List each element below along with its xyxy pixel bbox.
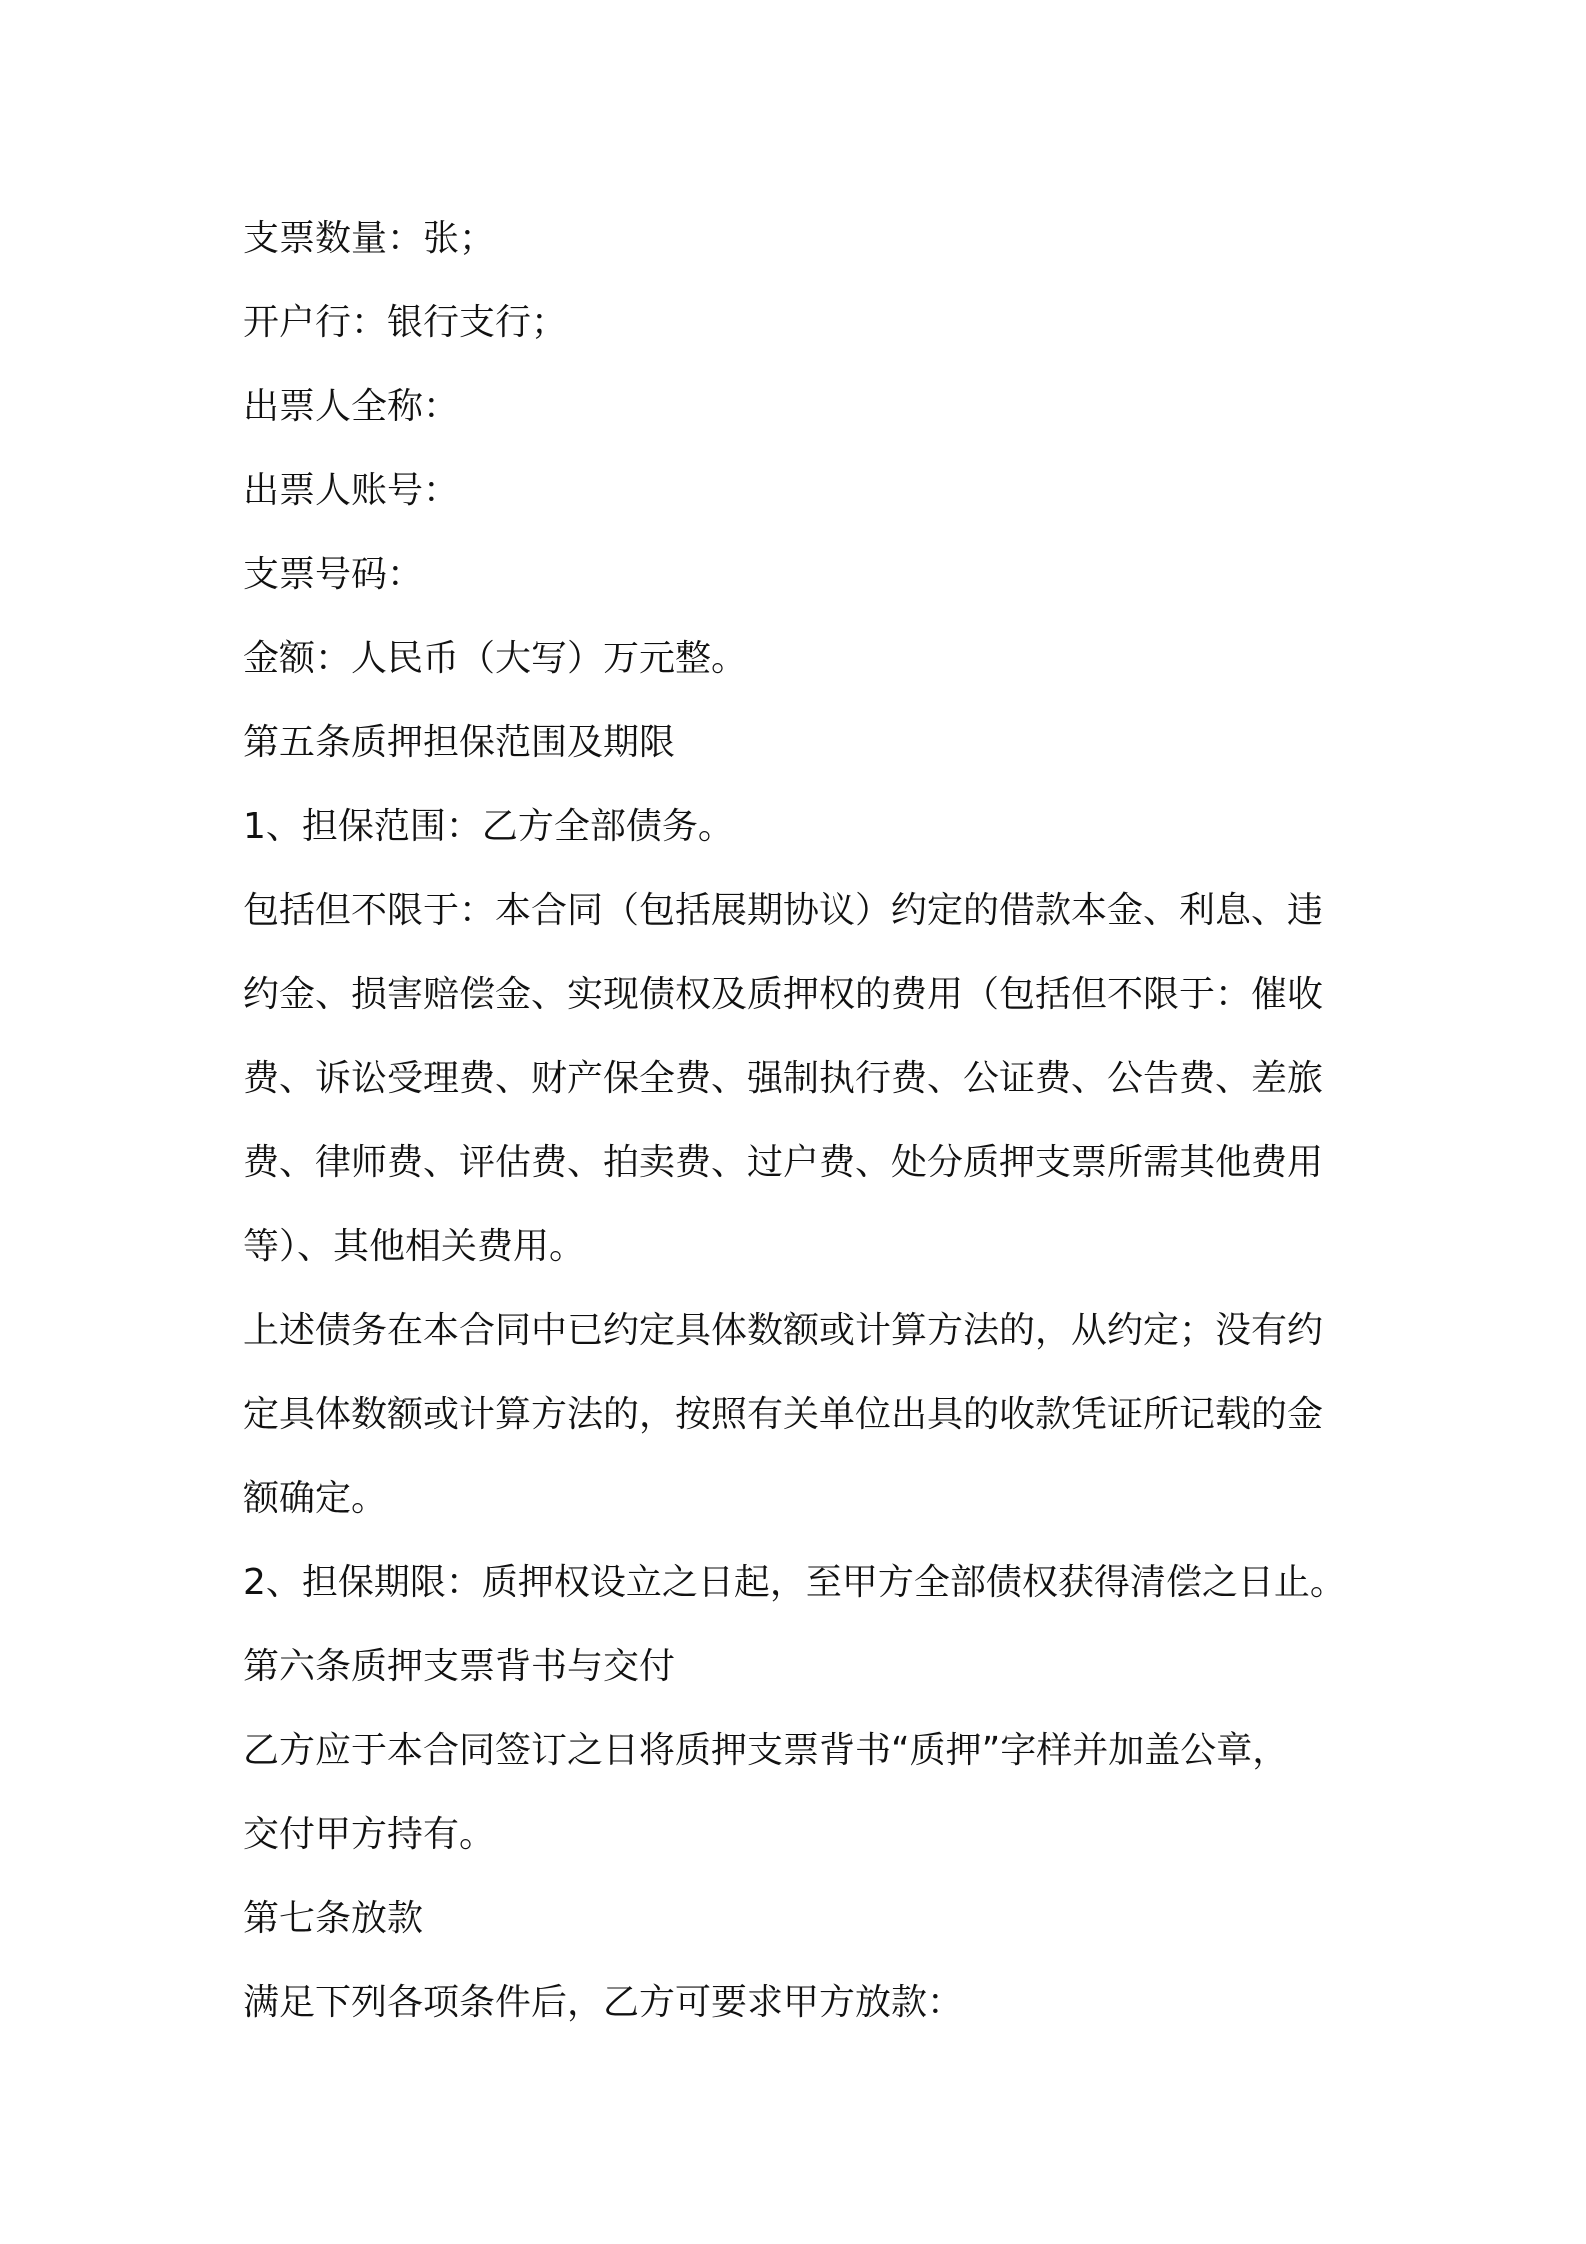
field-opening-bank: 开户行：银行支行； xyxy=(243,302,568,343)
field-drawer-full-name: 出票人全称： xyxy=(243,386,460,427)
paragraph-line: 定具体数额或计算方法的，按照有关单位出具的收款凭证所记载的金 xyxy=(243,1394,1324,1435)
paragraph-line: 等）、其他相关费用。 xyxy=(243,1226,586,1267)
paragraph-line: 费、律师费、评估费、拍卖费、过户费、处分质押支票所需其他费用 xyxy=(243,1142,1324,1183)
article-7-heading: 第七条放款 xyxy=(243,1898,424,1939)
paragraph-line: 上述债务在本合同中已约定具体数额或计算方法的，从约定；没有约 xyxy=(243,1310,1324,1351)
document-body xyxy=(243,197,1383,2045)
paragraph-line: 约金、损害赔偿金、实现债权及质押权的费用（包括但不限于：催收 xyxy=(243,974,1324,1015)
field-cheque-count: 支票数量：张； xyxy=(243,218,496,259)
paragraph-line: 费、诉讼受理费、财产保全费、强制执行费、公证费、公告费、差旅 xyxy=(243,1058,1324,1099)
paragraph-line: 交付甲方持有。 xyxy=(243,1814,496,1855)
article-6-heading: 第六条质押支票背书与交付 xyxy=(243,1646,676,1687)
paragraph-line: 包括但不限于：本合同（包括展期协议）约定的借款本金、利息、违 xyxy=(243,890,1324,931)
paragraph-line: 乙方应于本合同签订之日将质押支票背书“质押”字样并加盖公章， xyxy=(243,1730,1289,1771)
article-5-heading: 第五条质押担保范围及期限 xyxy=(243,722,676,763)
field-amount: 金额：人民币（大写）万元整。 xyxy=(243,638,748,679)
article-5-item-2: 2、担保期限：质押权设立之日起，至甲方全部债权获得清偿之日止。 xyxy=(243,1562,1346,1603)
paragraph-line: 额确定。 xyxy=(243,1478,388,1519)
field-drawer-account: 出票人账号： xyxy=(243,470,460,511)
paragraph-line: 满足下列各项条件后，乙方可要求甲方放款： xyxy=(243,1982,964,2023)
article-5-item-1: 1、担保范围：乙方全部债务。 xyxy=(243,806,734,847)
field-cheque-number: 支票号码： xyxy=(243,554,424,595)
